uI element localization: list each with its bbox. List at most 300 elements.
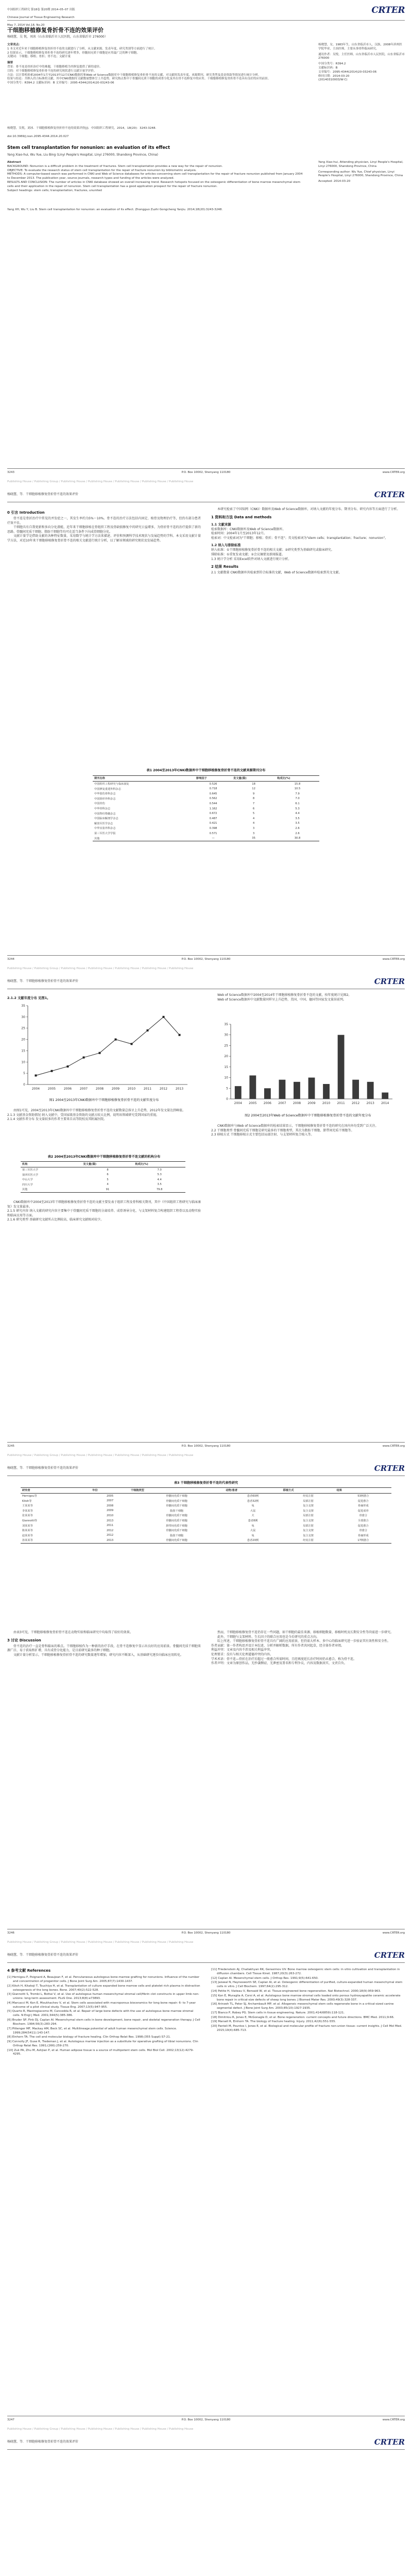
reference-item: [18] Dimitriou R, Jones E, McGonagle D, et al. Bone regeneration: current concepts and future directions. BMC Med. 2011;9:66. [211, 2015, 394, 2019]
table-row [21, 1533, 391, 1538]
running-head [7, 1952, 405, 1963]
table-cell: 经皮注射 [282, 1538, 335, 1543]
page-3 [0, 974, 412, 1450]
body-paragraph: 作者贡献：第一作者构思并设计本综述，分析并解析数据，所有作者共同起草，经全体作者审阅。 [211, 1643, 345, 1648]
figure-1-caption: 图1 2004至2013年CNKI数据库中干细胞移植修复骨折骨不连的文献年度分布 [49, 1098, 159, 1102]
data-point [35, 1075, 37, 1077]
y-tick-label: 35 [21, 1004, 25, 1008]
page-number: 3243 [7, 471, 14, 474]
table-cell: 2008 [106, 1504, 114, 1507]
table-cell: 7 [252, 802, 255, 805]
sidebar-line: 通讯作者：吴悦，主任医师，山东省临沂市人民医院，山东省临沂市 276000 [318, 53, 405, 60]
table-cell: 局部注射 [303, 1524, 314, 1528]
table-cell: 中华实验外科杂志 [94, 827, 116, 831]
table-row [93, 786, 319, 791]
data-point [83, 1057, 85, 1059]
table-cell: 8 [252, 797, 255, 801]
reference-item: [1] Hernigou P, Poignard A, Beaujean F, et al. Percutaneous autologous bone-marrow grafting for nonunions. Influence of the number and concentration of progenitor cells. J Bone Joint Surg Am. 2005;87(7):1430-1437. [7, 1976, 199, 1983]
y-tick-label: 0 [23, 1083, 25, 1087]
table-header-cell: 研究者 [21, 1488, 91, 1494]
table-cell: 中国临床解剖学杂志 [94, 817, 118, 821]
table-cell: 脐带间充质干细胞 [166, 1524, 187, 1528]
table-row [93, 816, 319, 821]
table-cell: Kitoh等 [22, 1499, 32, 1503]
table-row [21, 1513, 391, 1518]
table-cell: 7.0 [295, 797, 300, 801]
y-tick-label: 35 [224, 1023, 228, 1026]
table-cell: 2012 [106, 1529, 114, 1532]
body-left-column [7, 507, 201, 544]
reference-item: [7] Pittenger MF, Mackay AM, Beck SC, et al. Multilineage potential of adult human mesenchymal stem cells. Science. 1999;284(5411):143-147. [7, 2027, 177, 2035]
x-tick-label: 2006 [63, 1087, 72, 1091]
table-cell: 促进成骨 [357, 1509, 369, 1513]
abstract-line: 2 结果显示，干细胞移植修复骨折骨不连的研究逐年增多，骨髓间充质干细胞是应用最广泛的种子细胞。 [7, 51, 140, 55]
table-cell: 骨髓间充质干细胞 [129, 1538, 225, 1543]
body-paragraph: 2.1.6 研究类型 基础研究文献所占比例较高，临床研究文献相对较少。 [7, 1218, 104, 1222]
table-cell: — [195, 836, 232, 841]
footer-website: www.CRTER.org [382, 1931, 405, 1935]
table-header-cell: 结果 [335, 1488, 391, 1494]
x-tick-label: 2009 [307, 1101, 316, 1105]
table-cell: 李某某等 [22, 1509, 33, 1513]
bar [352, 1080, 359, 1099]
data-point [131, 1043, 133, 1045]
table-cell: 第三军医大学学报 [94, 832, 116, 836]
page-footer [7, 1929, 405, 1936]
table-cell: 0.571 [209, 832, 217, 835]
footer-website: www.CRTER.org [382, 471, 405, 474]
table-header-cell: 干细胞类型 [129, 1488, 225, 1494]
x-tick-label: 2004 [31, 1087, 40, 1091]
abstract-line: BACKGROUND: Nonunion is a difficult problem in the treatment of fractures. Stem cell transplantation provides a new way for the repair of nonunion. [7, 164, 223, 168]
running-head [7, 2438, 405, 2450]
page-4 [0, 1461, 412, 1937]
table-cell: 17例愈合 [335, 1538, 391, 1543]
y-tick-label: 20 [21, 1038, 25, 1042]
x-tick-label: 2010 [127, 1087, 136, 1091]
section-heading: 3 讨论 Discussion [7, 1638, 41, 1642]
bar [264, 1088, 271, 1099]
table-cell: 患者32例 [247, 1499, 259, 1503]
abstract-line: 中国分类号：R394.2 文献标识码：B 文章编号：2095-4344(2014)20-03243-06 [7, 81, 114, 85]
journal-logo: CRTER [374, 2437, 405, 2447]
table-cell: 刘某某等 [22, 1524, 33, 1528]
body-paragraph: 2.2 干细胞类型 骨髓间充质干细胞是研究最多的干细胞类型，其次为脂肪干细胞、脐带间充质干细胞等。 [211, 1128, 354, 1132]
reference-item: [14] Petite H, Viateau V, Bensaid W, et al. Tissue-engineered bone regeneration. Nat Biotechnol. 2000;18(9):959-963. [211, 1989, 381, 1993]
reference-item: [20] Panteli M, Pountos I, Jones E, et al. Biological and molecular profile of fracture non-union tissue: current insights. J Cell Mol Med. 2015;19(4):685-713. [211, 2024, 402, 2032]
sidebar-line: Yang Xiao-hui, Attending physician, Linyi People's Hospital, Linyi 276000, Shandong Province, China [318, 161, 403, 168]
table-3-caption: 表3 干细胞移植修复骨折骨不连的代表性研究 [174, 1481, 238, 1485]
reference-item: [3] Giannotti S, Trombi L, Bottai V, et al. Use of autologous human mesenchymal stromal cell/fibrin clot constructs in upper limb non-unions: long-term assessment. PLoS One. 2013;8(8):e73893. [7, 1993, 199, 2001]
table-cell: 复合支架 [303, 1529, 314, 1533]
body-left-column-3 [7, 1200, 201, 1223]
table-row [21, 1518, 391, 1523]
page-footer [7, 1442, 405, 1449]
page-separator: Publishing House / Publishing Group / Publishing House / Publishing House / Publishing House / Publishing House / Publishing House [7, 1454, 194, 1457]
y-tick-label: 30 [21, 1015, 25, 1019]
abstract-line: METHODS: A computer-based search was performed in CNKI and Web of Science databases for articles concerning stem cell transplantation for the repair of fracture nonunion published from January 2004 to December 2013. The publication year, source journals, research types and funding of the articles were analyzed. [7, 173, 303, 180]
y-tick-label: 15 [21, 1049, 25, 1053]
table-cell: 0.421 [209, 822, 217, 825]
x-tick-label: 2012 [351, 1101, 360, 1105]
table-row [21, 1172, 185, 1177]
table-cell: 5 [252, 812, 255, 816]
sidebar-line: Accepted: 2014-03-20 [318, 180, 351, 183]
running-head [7, 1465, 405, 1476]
body-paragraph: 由表3可见，干细胞移植修复骨折骨不连在动物实验和临床研究中均取得了较好的效果。 [13, 1631, 133, 1634]
table-cell: 4 [252, 817, 255, 820]
y-tick-label: 20 [224, 1055, 228, 1059]
journal-header [7, 3, 405, 27]
journal-header-line: Chinese Journal of Tissue Engineering Research [7, 15, 75, 19]
reference-item: [6] Bruder SP, Fink DJ, Caplan AI. Mesenchymal stem cells in bone development, bone repair, and skeletal regeneration therapy. J Cell Biochem. 1994;56(3):283-294. [7, 2019, 200, 2026]
body-paragraph: CNKI数据库中2004至2013年干细胞移植修复骨折骨不连的文献主要发表于组织工程及骨科相关期刊，其中《中国组织工程研究与临床康复》发文量最多。 [7, 1200, 201, 1209]
abstract-en [7, 161, 306, 193]
bar [382, 1093, 388, 1099]
table-cell: 0.487 [209, 817, 217, 820]
sidebar-line: 杨晓慧，女，1983年生，山东省临沂市人，汉族，2008年滨州医学院毕业，主治医师，主要从事骨科临床研究。 [318, 43, 402, 50]
table-cell: 大鼠 [250, 1509, 256, 1513]
table-cell: 骨髓间充质干细胞 [166, 1519, 187, 1523]
table-cell: 犬 [251, 1514, 254, 1518]
table-cell: 15.8 [294, 782, 301, 786]
abstract-line: 摘要 [7, 61, 13, 65]
references-left [7, 1968, 201, 2057]
figure-1-line-chart [12, 1001, 193, 1096]
abstract-line: 关键词：干细胞；移植；骨折；骨不连；文献计量 [7, 55, 71, 59]
table-cell: 中国矫形外科杂志 [94, 797, 116, 801]
table-cell: 中国组织工程研究与临床康复 [94, 783, 129, 786]
table-cell: 3.5 [295, 822, 300, 825]
y-tick-label: 25 [21, 1026, 25, 1030]
body-paragraph: 检索词：中文检索词为"干细胞；移植；骨折；骨不连"；英文检索词为"stem cells；transplantation；fracture；nonunion"。 [211, 536, 388, 540]
table-row [21, 1503, 391, 1509]
table-cell: 骨痂形成 [357, 1534, 369, 1537]
table-cell: 局部注射 [303, 1499, 314, 1503]
abstract-line: OBJECTIVE: To evaluate the research status of stem cell transplantation for the repair of fracture nonunion by bibliometric analysis. [7, 168, 197, 172]
table-2 [21, 1161, 185, 1193]
table-cell: 其他 [93, 836, 195, 841]
table-cell: 赵某某等 [22, 1534, 33, 1537]
table-cell: 2011 [106, 1524, 114, 1528]
table-row [93, 796, 319, 802]
abstract-line: 目的：对干细胞移植修复骨折骨不连的研究现状进行文献计量学评价。 [7, 69, 97, 73]
table-row [93, 811, 319, 816]
abstract-line: RESULTS AND CONCLUSION: The number of articles in CNKI database showed an overall increasing trend. Research hotspots focused on the osteogenic differentiation of bone marrow mesenchymal stem cells and their application in the repair of nonunion. Stem cell transplantation has a good application prospect for the repair of fracture nonunion. [7, 180, 301, 188]
table-1 [93, 775, 319, 841]
table-row [93, 821, 319, 826]
table-cell: 0.562 [209, 797, 217, 801]
subsection-heading: 1.2 纳入与排除标准 [211, 544, 241, 548]
x-tick-label: 2013 [175, 1087, 184, 1091]
footer-website: www.CRTER.org [382, 1445, 405, 1448]
table-cell: 张某某等 [22, 1514, 33, 1518]
page-number: 3244 [7, 958, 14, 961]
abstract-line: 方法：以计算机检索2004年1月至2013年12月CNKI数据库和Web of Science数据库中干细胞移植修复骨折骨不连的文献，对文献的发表年度、来源期刊、研究类型及基金资助等情况进行统计分析。 [7, 73, 261, 77]
running-head [7, 491, 405, 502]
data-point [147, 1029, 149, 1031]
body-paragraph: 骨不连的治疗一直是骨科临床的难点。干细胞移植作为一种新的治疗手段，在骨不连修复中显示出良好的应用前景。骨髓间充质干细胞来源广泛、易于获取和扩增，具有成骨分化能力，是目前研究最多的种子细胞。 [7, 1644, 201, 1653]
author-sidebar-en [318, 161, 405, 184]
table-row [21, 1493, 391, 1498]
journal-logo: CRTER [374, 490, 405, 499]
table-cell: 0.544 [209, 802, 217, 805]
page-2 [0, 487, 412, 963]
body-paragraph: 干细胞具有自我更新和多向分化潜能，近年来干细胞移植在骨组织工程及骨缺损修复中的研究日益增多，为骨折骨不连的治疗提供了新的思路。骨髓间充质干细胞、脂肪干细胞等均可在适当条件下向成骨细胞分化。 [7, 526, 201, 534]
table-cell: 患者20例 [224, 1538, 281, 1543]
page-footer [7, 468, 405, 476]
abstract-line: Abstract [7, 161, 21, 164]
table-row [21, 1538, 391, 1543]
table-cell: Giannotti等 [22, 1519, 38, 1523]
table-header-cell: 动物/患者 [224, 1488, 281, 1494]
body-right-column [211, 507, 405, 575]
abstract-cn [7, 43, 303, 86]
page-number: 3245 [7, 1445, 14, 1448]
table-header-cell: 构成比(%) [276, 776, 319, 782]
authors-en: Yang Xiao-hui, Wu Yue, Liu Bing (Linyi People's Hospital, Linyi 276000, Shandong Province, China) [7, 153, 159, 157]
x-tick-label: 2011 [143, 1087, 152, 1091]
running-head-text: 杨晓慧，等．干细胞移植修复骨折骨不连的效果评价 [7, 979, 79, 983]
table-1-caption: 表1 2004至2013年CNKI数据库中干细胞移植修复骨折骨不连的文献来源期刊分布 [146, 769, 266, 772]
table-cell: 复合支架 [303, 1504, 314, 1508]
running-head-text: 杨晓慧，等．干细胞移植修复骨折骨不连的效果评价 [7, 493, 79, 496]
bar [323, 1084, 330, 1099]
body-paragraph: 伦理要求：没有与相关伦理道德冲突的内容。 [211, 1652, 273, 1656]
x-tick-label: 2013 [366, 1101, 374, 1105]
body-left-column-2 [7, 1109, 201, 1122]
y-tick-label: 25 [224, 1044, 228, 1048]
body-right-column [211, 993, 405, 1002]
table-cell: 0.398 [209, 826, 217, 830]
body-paragraph: 骨不连是骨折治疗中常见的并发症之一，其发生率约为5%～10%。骨不连的治疗方法包括内固定、植骨及物理治疗等，但仍有部分患者疗效不佳。 [7, 517, 201, 525]
table-cell: 骨愈合 [359, 1529, 368, 1533]
body-paragraph: 检索时间：2004年1月至2013年12月。 [211, 532, 267, 536]
figure-2-bar-chart [216, 1020, 397, 1110]
page-separator: Publishing House / Publishing Group / Publishing House / Publishing House / Publishing House / Publishing House / Publishing House [7, 480, 194, 483]
table-cell: 中国脊柱脊髓杂志 [94, 812, 116, 816]
page-footer [7, 2416, 405, 2423]
abstract-line: 背景：骨不连是骨折治疗中的难题，干细胞移植为其修复提供了新的途径。 [7, 65, 102, 69]
sidebar-line: 文章编号：2095-4344(2014)20-03243-06 [318, 70, 377, 74]
table-cell: 解放军医学杂志 [94, 822, 113, 825]
body-paragraph: 学术术语：骨不连—骨折在治疗后超过一般愈合所需时间，且经再度延长治疗时间仍未愈合，称为骨不连。 [211, 1657, 357, 1661]
table-cell: 3 [252, 832, 255, 835]
sidebar-line: 中国分类号：R394.2 [318, 62, 346, 66]
running-head-text: 杨晓慧，等．干细胞移植修复骨折骨不连的效果评价 [7, 1466, 79, 1470]
section-heading: 1 资料和方法 Data and methods [211, 515, 272, 519]
footer-address: P.O. Box 10002, Shenyang 110180 [181, 1445, 231, 1448]
table-cell: 骨髓间充质干细胞 [166, 1504, 187, 1508]
y-tick-label: 5 [226, 1087, 228, 1091]
page-5 [0, 1947, 412, 2424]
body-paragraph: 2.1.4 文献作者分布 发文量较多的作者主要来自高等院校及其附属医院。 [7, 1117, 107, 1122]
body-paragraph: Web of Science数据库中文献数量同样呈上升趋势，美国、中国、德国等国家发文量居前列。 [217, 997, 346, 1002]
body-left-column [7, 1631, 201, 1657]
table-cell: 18 [252, 782, 255, 786]
footer-address: P.O. Box 10002, Shenyang 110180 [181, 1931, 231, 1935]
table-cell: 全部愈合 [357, 1519, 369, 1523]
bar [294, 1082, 300, 1099]
table-cell: 7.9 [295, 792, 300, 795]
data-point [163, 1016, 165, 1018]
running-head-text: 杨晓慧，等．干细胞移植修复骨折骨不连的效果评价 [7, 2440, 79, 2444]
page-1 [0, 0, 412, 477]
table-cell: 大鼠 [250, 1529, 256, 1533]
table-cell: 30.8 [276, 836, 319, 841]
table-2-caption: 表2 2004至2013年CNKI数据库中干细胞移植修复骨折骨不连文献的机构分布 [47, 1155, 161, 1159]
footer-address: P.O. Box 10002, Shenyang 110180 [181, 471, 231, 474]
abstract-line: 文章亮点： [7, 43, 22, 46]
x-tick-label: 2006 [263, 1101, 272, 1105]
subsection-heading: 2.1.2 文献年度分布 见图1。 [7, 996, 50, 1000]
body-paragraph: 综上所述，干细胞移植修复骨折骨不连具有广阔的应用前景，但仍需大样本、多中心的临床研究进一步验证其有效性和安全性。 [217, 1639, 391, 1643]
table-cell: 第三军医大学 [22, 1168, 39, 1172]
body-paragraph: 检索数据库：CNKI数据库及Web of Science数据库。 [211, 527, 286, 531]
table-cell: 脂肪干细胞 [170, 1509, 184, 1513]
bar [279, 1080, 285, 1099]
abstract-line: 结果与结论：共纳入符合标准的文献，其中CNKI数据库文献数量整体呈上升趋势，研究热点集中于骨髓间充质干细胞的成骨分化及其在骨不连修复中的应用。干细胞移植修复骨折骨不连具有良好的应用前景。 [7, 77, 271, 81]
x-tick-label: 2008 [95, 1087, 104, 1091]
table-row [93, 781, 319, 786]
table-header-cell: 发文量(篇) [82, 1162, 134, 1167]
x-tick-label: 2010 [322, 1101, 331, 1105]
table-cell: 第四军医大学 [22, 1173, 39, 1177]
table-cell: 5.3 [157, 1173, 162, 1177]
table-cell: 中国修复重建外科杂志 [94, 787, 121, 791]
body-paragraph: 此外，干细胞与支架材料、生长因子的联合应用也是今后研究的重点方向。 [217, 1635, 320, 1639]
series-line [36, 1017, 180, 1076]
x-tick-label: 2007 [79, 1087, 88, 1091]
table-cell: 2.6 [295, 832, 300, 835]
table-cell: 促进愈合 [357, 1499, 369, 1503]
table-cell: 0.645 [209, 792, 217, 795]
body-paragraph: 2.1.5 研究内容 纳入文献的研究内容主要集中于骨髓间充质干细胞的分离培养、成骨诱导分化、与支架材料复合构建组织工程骨以及动物实验和临床应用等方面。 [7, 1209, 201, 1217]
bar [367, 1082, 374, 1099]
x-tick-label: 2005 [47, 1087, 56, 1091]
journal-logo: CRTER [374, 1464, 405, 1473]
table-row [93, 801, 319, 806]
body-paragraph: 2.1.3 文献基金资助情况 纳入文献中，受国家级基金资助的文献占较大比例，说明该领域研究受到国家的重视。 [7, 1113, 160, 1117]
sidebar-line: 文献标识码：B [318, 66, 338, 70]
y-tick-label: 10 [21, 1060, 25, 1064]
x-tick-label: 2011 [337, 1101, 345, 1105]
journal-logo: CRTER [374, 1951, 405, 1960]
table-cell: 3.5 [295, 817, 300, 820]
bar [235, 1086, 242, 1099]
table-cell: 患者60例 [247, 1495, 259, 1498]
journal-header-line: 中国组织工程研究 第18卷 第20期 2014–05–07 出版 [7, 8, 75, 11]
body-left-column [7, 993, 201, 1001]
citation-cn: 杨晓慧，吴悦，刘冰．干细胞移植修复骨折骨不连的效果评价[J]．中国组织工程研究，2014，18(20)：3243-3248. [7, 127, 157, 130]
x-tick-label: 2012 [159, 1087, 168, 1091]
table-row [21, 1509, 391, 1514]
bar [308, 1078, 315, 1099]
table-cell: 12 [252, 787, 255, 791]
page-separator: Publishing House / Publishing Group / Publishing House / Publishing House / Publishing House / Publishing House / Publishing House [7, 967, 194, 970]
reference-item: [5] Quarto R, Mastrogiacomo M, Cancedda R, et al. Repair of large bone defects with the use of autologous bone marrow stromal cells. N Engl J Med. 2001;344(5):385-386. [7, 2010, 194, 2018]
running-head-text: 杨晓慧，等．干细胞移植修复骨折骨不连的效果评价 [7, 1953, 79, 1957]
table-row [93, 791, 319, 796]
bar [338, 1035, 345, 1099]
table-cell: 2007 [106, 1499, 114, 1503]
data-point [179, 1034, 181, 1036]
table-cell: 7.0 [157, 1168, 162, 1172]
body-paragraph: 2.3 移植方式 干细胞移植方式主要包括局部注射、与支架材料复合植入等。 [211, 1133, 314, 1137]
data-point [67, 1065, 69, 1067]
body-paragraph: CNKI数据库与Web of Science数据库的检索结果显示，干细胞移植修复骨折骨不连的研究在国内外均受到广泛关注。 [217, 1124, 379, 1128]
journal-header-line: May 7, 2014 Vol.18, No.20 [7, 23, 45, 27]
y-tick-label: 30 [224, 1033, 228, 1037]
reference-item: [2] Kitoh H, Kitakoji T, Tsuchiya H, et al. Transplantation of culture expanded bone marrow cells and platelet rich plasma in distraction osteogenesis of the long bones. Bone. 2007;40(2):522-528. [7, 1984, 200, 1992]
table-cell: 2012 [106, 1534, 114, 1537]
references-heading: 4 参考文献 References [7, 1968, 51, 1973]
sidebar-line: Corresponding author: Wu Yue, Chief physician, Linyi People's Hospital, Linyi 276000, Shandong Province, China [318, 170, 403, 178]
table-cell: 2005 [106, 1494, 114, 1498]
table-cell: 局部注射 [303, 1514, 314, 1518]
section-heading: 2 结果 Results [211, 565, 238, 569]
table-row [21, 1187, 185, 1192]
table-header-cell: 年份 [91, 1488, 129, 1494]
table-cell: 复合支架 [303, 1519, 314, 1523]
authors-cn: 杨晓慧，吴 悦，刘冰（山东省临沂市人民医院，山东省临沂市 276000） [7, 35, 108, 39]
figure-2-caption: 图2 2004至2013年Web of Science数据库中干细胞移植修复骨折骨不连的文献年度分布 [245, 1114, 371, 1117]
table-cell: 0.672 [209, 812, 217, 816]
table-cell: 9 [252, 792, 255, 795]
table-cell: Hernigou等 [22, 1495, 37, 1498]
table-cell: 复合支架 [303, 1534, 314, 1537]
article-title-cn: 干细胞移植修复骨折骨不连的效果评价 [7, 27, 104, 33]
y-tick-label: 5 [23, 1072, 25, 1076]
table-cell: 中华创伤骨科杂志 [94, 792, 116, 796]
table-cell: 骨痂形成 [357, 1504, 369, 1508]
body-paragraph: 本研究检索了中国知网（CNKI）数据库及Web of Science数据库，对纳入文献的年度分布、期刊分布、研究内容等方面进行了分析。 [217, 507, 400, 511]
table-header-cell: 发文量(篇) [232, 776, 276, 782]
footer-address: P.O. Box 10002, Shenyang 110180 [181, 2418, 231, 2421]
references-right [211, 1968, 405, 2033]
table-cell: 2010 [106, 1514, 114, 1517]
table-cell: 兔 [251, 1504, 254, 1508]
table-cell: 骨髓间充质干细胞 [166, 1529, 187, 1533]
table-cell: 3.5 [157, 1183, 162, 1187]
table-cell: 复合支架 [303, 1509, 314, 1513]
body-paragraph: 作者声明：文章为原创作品，无抄袭剽窃，无泄密及署名和专利争议，内容及数据真实，文责自负。 [211, 1662, 348, 1666]
body-paragraph: 由图1可见，2004至2013年CNKI数据库中干细胞移植修复骨折骨不连的文献数量总体呈上升趋势，2012年发文量达到峰值。 [13, 1109, 186, 1112]
body-paragraph: 纳入标准：①干细胞移植修复骨折骨不连的相关文献；②研究类型为基础研究或临床研究。 [211, 548, 334, 552]
section-heading: 0 引言 Introduction [7, 511, 45, 515]
reference-item: [15] Kon E, Muraglia A, Corsi A, et al. Autologous bone marrow stromal cells loaded onto porous hydroxyapatite ceramic accelerate bone repair in critical-size defects of sheep long bones. J Biomed Mater Res. 2000;49(3):328-337. [211, 1994, 401, 2002]
table-cell: 患者8例 [248, 1519, 258, 1523]
reference-item: [8] Einhorn TA. The cell and molecular biology of fracture healing. Clin Orthop Relat Res. 1998;(355 Suppl):S7-21. [7, 2036, 171, 2039]
page-number: 3246 [7, 1931, 14, 1935]
body-right-column-2 [211, 1124, 405, 1138]
table-row [93, 831, 319, 836]
page-separator: Publishing House / Publishing Group / Publishing House / Publishing House / Publishing House / Publishing House / Publishing House [7, 1941, 194, 1944]
table-cell: 四川大学 [22, 1183, 33, 1187]
x-tick-label: 2007 [278, 1101, 286, 1105]
body-paragraph: 利益冲突：文章及内容不涉及相关利益冲突。 [211, 1648, 273, 1652]
table-cell: 8 [107, 1168, 109, 1172]
running-head [7, 978, 405, 989]
table-cell: 兔 [251, 1534, 254, 1537]
body-paragraph: Web of Science数据库中2004至2014年干细胞移植修复骨折骨不连的文献，按年度统计见图2。 [217, 993, 352, 997]
article-doi: doi:10.3969/j.issn.2095-4344.2014.20.027 [7, 135, 69, 138]
table-cell: 2013 [91, 1538, 129, 1543]
reference-item: [19] Marsell R, Einhorn TA. The biology of fracture healing. Injury. 2011;42(6):551-555. [211, 2020, 336, 2024]
table-cell: 骨髓间充质干细胞 [166, 1495, 187, 1498]
article-title-en: Stem cell transplantation for nonunion: an evaluation of its effect [7, 145, 170, 150]
table-header-cell: 影响因子 [195, 776, 232, 782]
